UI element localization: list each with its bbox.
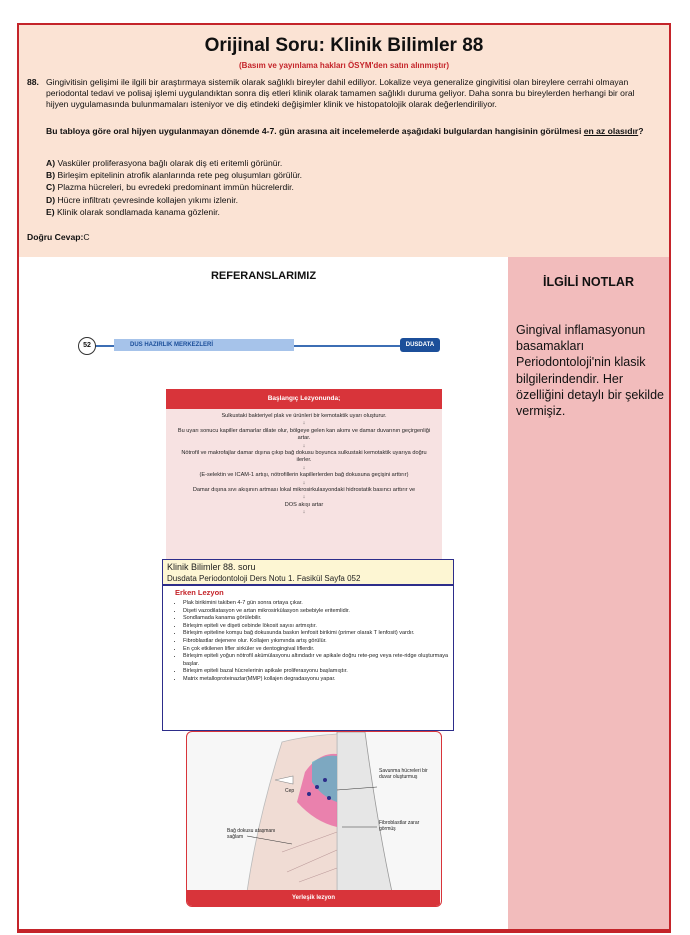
option-c <box>46 181 606 193</box>
notes-text: Gingival inflamasyonun basamakları Periodontoloji'nin klasik bilgilerindendir. Her özelliğini detaylı bir şekilde vermişiz. <box>516 323 664 419</box>
option-d <box>46 194 606 206</box>
answer-label: Doğru Cevap: <box>27 232 84 242</box>
reference-page-number: 52 <box>78 337 96 355</box>
option-b <box>46 169 606 181</box>
flow-item: Bu uyarı sonucu kapiller damarlar dilate olur, bölgeye gelen kan akımı ve damar duvarının geçirgenliği artar. <box>177 427 431 442</box>
lesion-figure <box>186 731 442 907</box>
list-item: • Birleşim epiteli yoğun nötrofil akümülasyonu altındadır ve apikale doğru rete-peg veya rete-ridge oluşturmaya başlar. <box>183 653 457 668</box>
figure-label-attachment: Bağ dokusu ataşmanı sağlam <box>227 828 276 840</box>
option-text: Plazma hücreleri, bu evredeki predominant immün hücrelerdir. <box>57 182 294 193</box>
option-letter: D) <box>46 194 56 205</box>
list-item: • Birleşim epiteli ve dişeti cebinde lökosit sayısı artmıştır. <box>183 623 457 631</box>
correct-answer <box>27 232 90 242</box>
question-prompt-main: Bu tabloya göre oral hijyen uygulanmayan dönemde 4-7. gün arasına ait incelemelerde aşağıdaki bulgulardan hangisinin görülmesi <box>46 126 582 136</box>
arrow-down-icon: ↓ <box>302 494 306 501</box>
flow-items <box>174 413 434 517</box>
early-lesion-title: Erken Lezyon <box>175 588 224 597</box>
flow-item: DOS akışı artar <box>284 501 324 508</box>
notes-panel <box>508 257 669 929</box>
figure-label-defense: Savunma hücreleri bir duvar oluşturmuş <box>379 768 428 780</box>
question-prompt-underlined: en az olasıdır <box>583 126 639 136</box>
option-text: Klinik olarak sondlamada kanama gözlenir. <box>56 206 220 217</box>
list-item: • Birleşim epiteli bazal hücrelerinin apikale proliferasyonu başlamıştır. <box>183 668 457 676</box>
dusdata-logo: DUSDATA <box>400 338 440 352</box>
list-item: • Plak birikimini takiben 4-7 gün sonra ortaya çıkar. <box>183 600 457 608</box>
figure-label-fibroblast: Fibroblastlar zarar görmüş <box>379 820 420 832</box>
option-letter: E) <box>46 206 55 217</box>
option-text: Hücre infiltratı çevresinde kollajen yıkımı izlenir. <box>57 194 239 205</box>
figure-caption: Yerleşik lezyon <box>187 890 440 906</box>
header-label: DUS HAZIRLIK MERKEZLERİ <box>114 339 294 351</box>
option-text: Vasküler proliferasyona bağlı olarak diş eti eritemli görünür. <box>57 158 283 168</box>
flow-item: Nötrofil ve makrofajlar damar dışına çıkıp bağ dokusu boyunca sulkustaki kemotaktik uyarıya doğru ilerler. <box>181 450 427 464</box>
question-prompt-end: ? <box>638 126 644 136</box>
flow-item: Sulkustaki bakteriyel plak ve ürünleri bir kemotaktik uyarı oluşturur. <box>221 413 387 419</box>
arrow-down-icon: ↓ <box>302 509 306 516</box>
early-lesion-box <box>162 585 454 731</box>
notes-title: İLGİLİ NOTLAR <box>543 275 634 289</box>
arrow-down-icon: ↓ <box>302 420 306 427</box>
references-title: REFERANSLARIMIZ <box>210 270 317 282</box>
reference-page-image <box>74 335 449 907</box>
flow-item: (E-selektin ve ICAM-1 artışı, nötrofillerin kapillerlerden bağ dokusuna geçişini arttırır) <box>199 472 409 479</box>
source-callout <box>162 559 454 585</box>
question-number: 88. <box>27 77 39 87</box>
question-box <box>19 25 669 257</box>
list-item: • Birleşim epiteline komşu bağ dokusunda baskın lenfosit birikimi (primer olarak T lenfosit) vardır. <box>183 630 457 638</box>
list-item: • Fibroblastlar dejenere olur. Kollajen yıkımında artış görülür. <box>183 638 457 646</box>
bottom-rule <box>17 929 671 933</box>
callout-title: Klinik Bilimler 88. soru <box>167 562 256 572</box>
question-prompt <box>46 126 656 137</box>
option-letter: C) <box>46 182 56 193</box>
question-stem: Gingivitisin gelişimi ile ilgili bir araştırmaya sistemik olarak sağlıklı bireyler dahil ediliyor. Lokalize veya generalize gingivitisi olan bireylere cerrahi olmayan periodontal tedavi ve polisaj işlemi uygulandıktan sonra diş etleri klinik olarak tamamen sağlıklı duruma geliyor. Daha sonra bu bireylerden herhangi bir oral hijyen uygulamasında bulunmamaları isteniyor ve diş etindeki değişimler klinik ve histopatolojik olarak değerlendiriliyor. <box>46 77 635 110</box>
tooth-gingiva-illustration <box>187 732 442 892</box>
callout-source: Dusdata Periodontoloji Ders Notu 1. Fasikül Sayfa 052 <box>167 574 361 583</box>
figure-label-cep: Cep <box>285 788 295 794</box>
option-e <box>46 206 606 218</box>
answer-value: C <box>83 232 90 242</box>
page-frame <box>17 23 671 931</box>
option-a <box>46 157 606 169</box>
arrow-down-icon: ↓ <box>302 442 306 449</box>
flow-item: Damar dışına sıvı akışının artması lokal mikrosirkulasyondaki hidrostatik basıncı arttırır ve <box>192 487 416 494</box>
copyright-note: (Basım ve yayınlama hakları ÖSYM'den satın alınmıştır) <box>239 61 449 70</box>
option-letter: A) <box>46 158 56 168</box>
flow-heading: Başlangıç Lezyonunda; <box>166 389 442 409</box>
page-title: Orijinal Soru: Klinik Bilimler 88 <box>204 35 484 56</box>
list-item: • Matrix metalloproteinazlar(MMP) kollajen degradasyonu yapar. <box>183 676 457 684</box>
reference-header <box>74 335 444 357</box>
list-item: • Sondlamada kanama görülebilir. <box>183 615 457 623</box>
arrow-down-icon: ↓ <box>302 464 306 471</box>
list-item: • En çok etkilenen lifler sirküler ve dentogingival liflerdir. <box>183 646 457 654</box>
options-list <box>46 157 606 218</box>
early-lesion-list <box>173 600 457 684</box>
arrow-down-icon: ↓ <box>302 479 306 486</box>
flow-box <box>166 389 442 559</box>
option-letter: B) <box>46 170 56 181</box>
list-item: • Dişeti vazodilatasyon ve artan mikrosirkülasyon sebebiyle eritemlidir. <box>183 608 457 616</box>
option-text: Birleşim epitelinin atrofik alanlarında rete peg oluşumları görülür. <box>57 170 303 181</box>
